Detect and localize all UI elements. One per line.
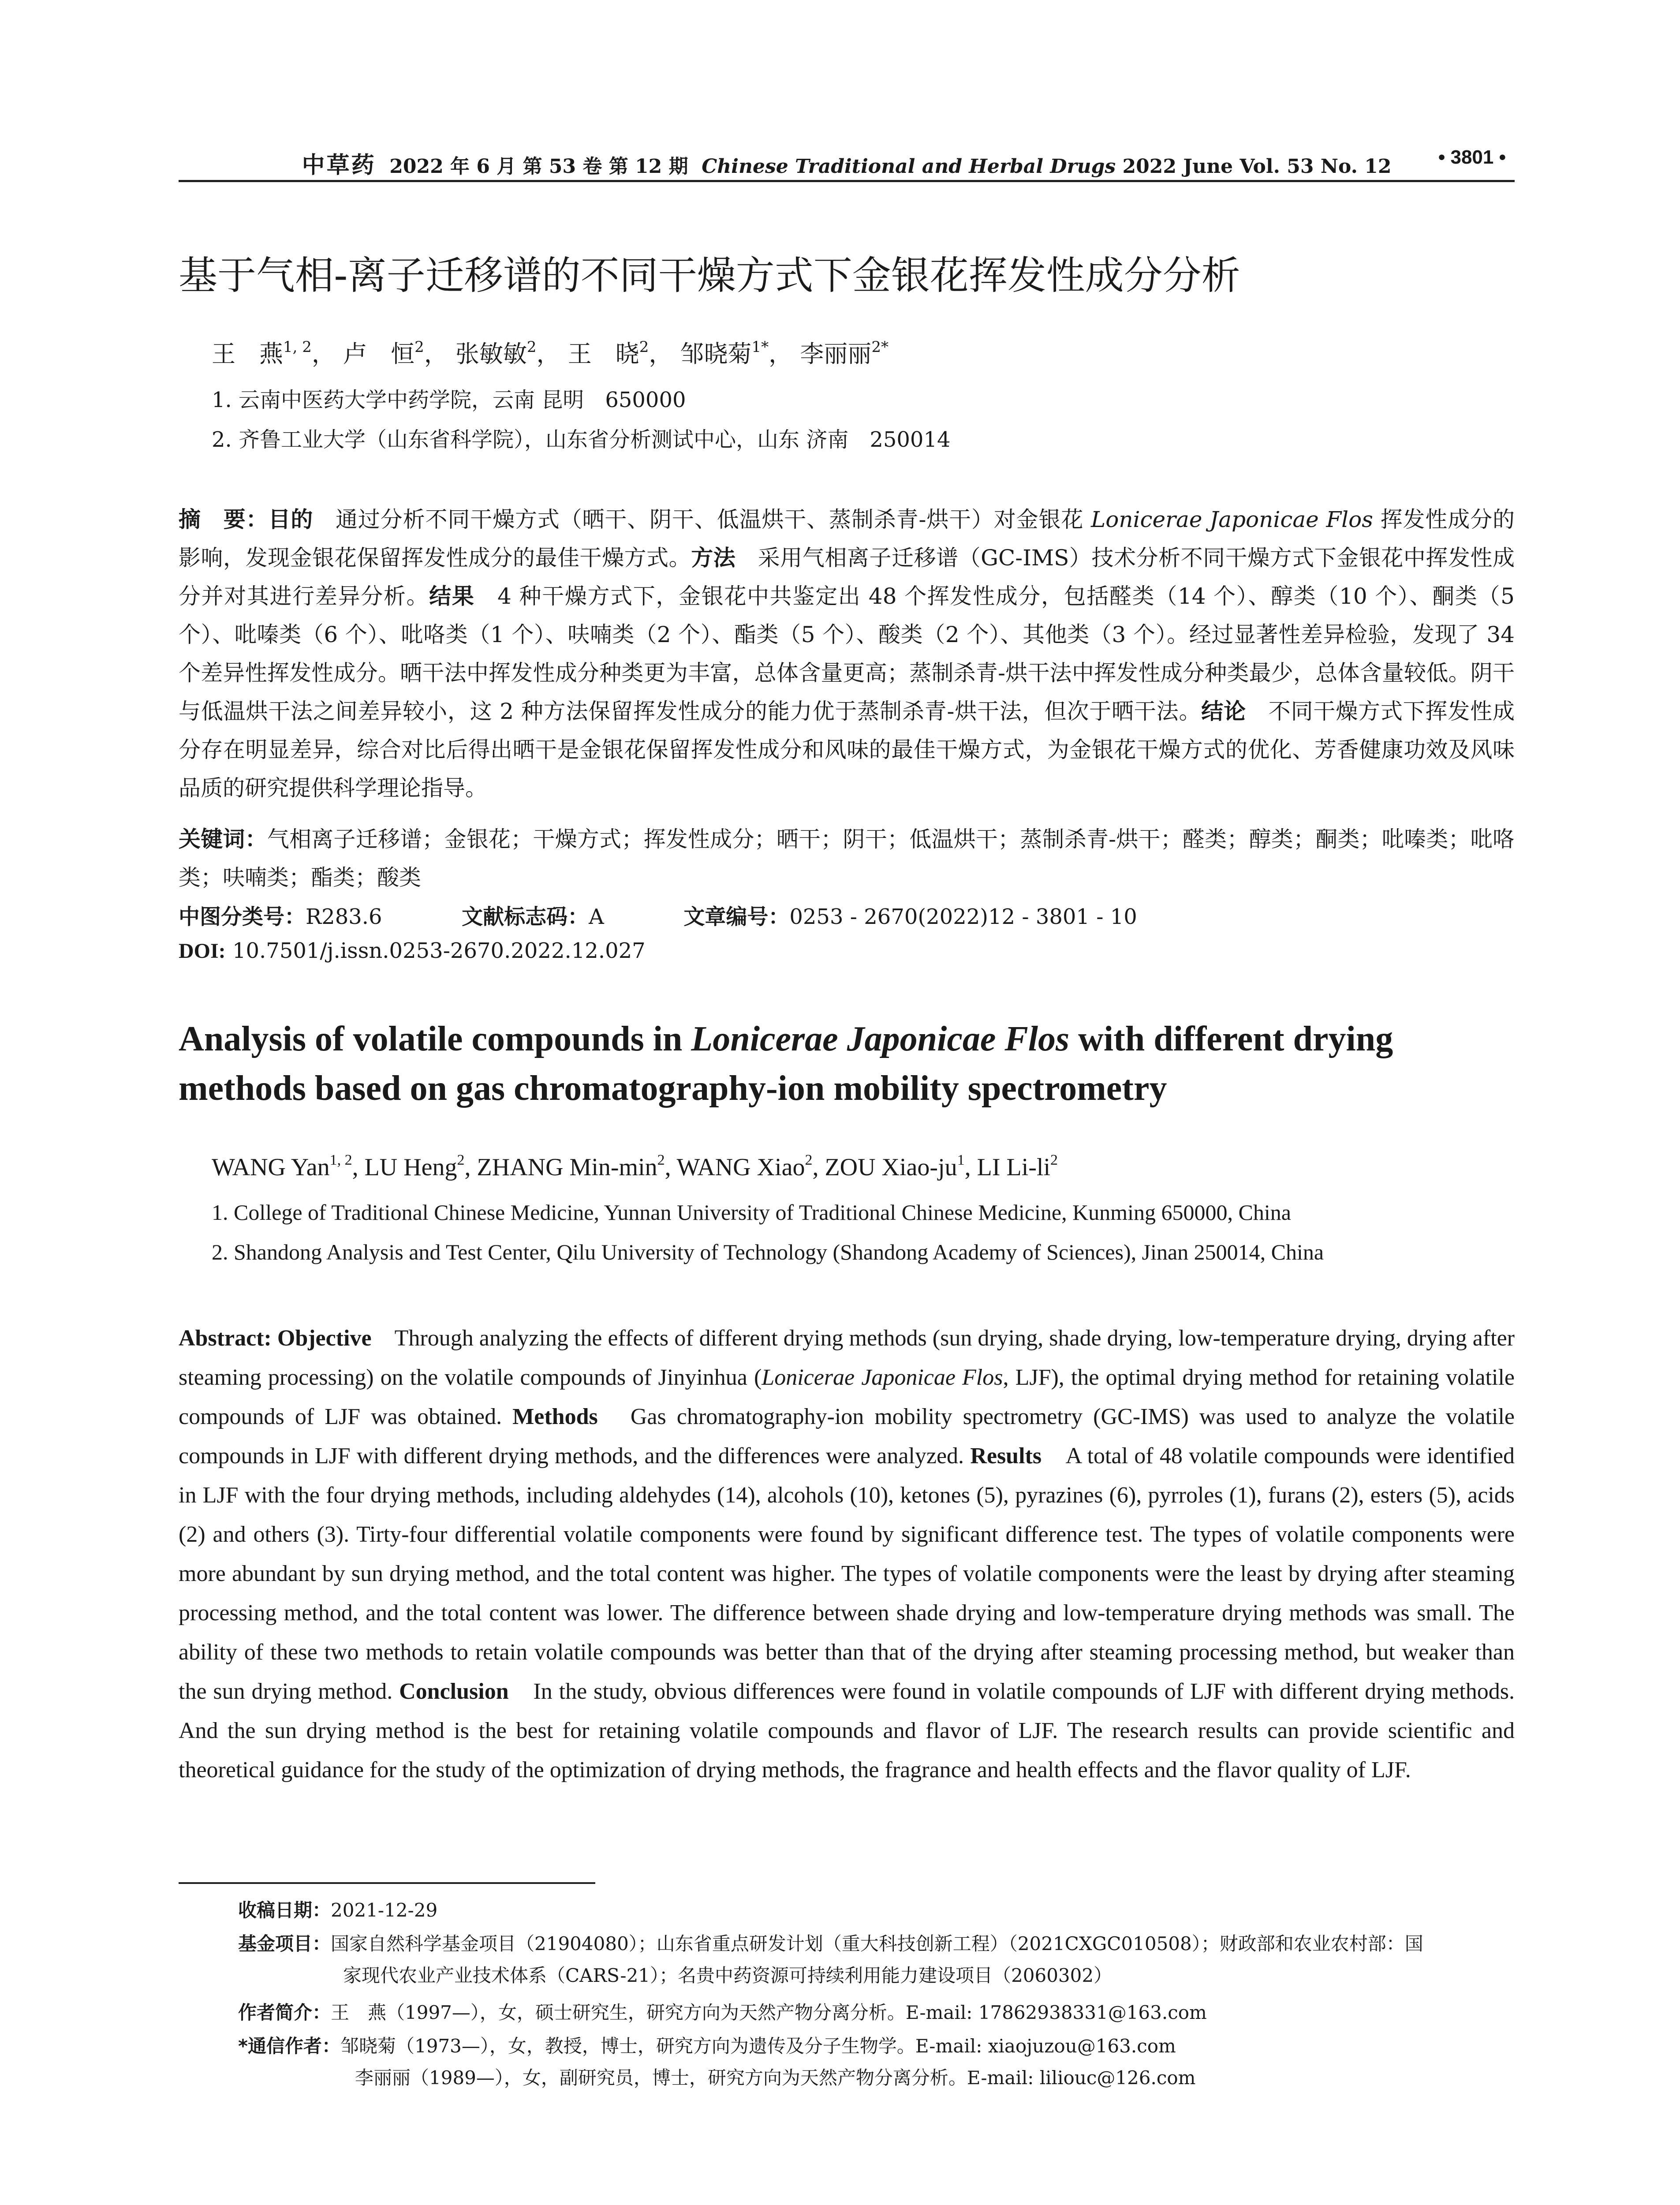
footnote-fund — [238, 1928, 1515, 1992]
author-sup: 2 — [805, 1152, 813, 1169]
objective-en-text: Through analyzing the effects of different drying methods (sun drying, shade drying, low-temperature drying, drying after steaming processing) on the volatile compounds of Jinyinhua ( — [179, 1326, 1515, 1390]
author-sup: 2 — [457, 1152, 465, 1169]
results-label: 结果 — [429, 583, 475, 609]
author-name: 卢 恒 — [343, 340, 415, 368]
objective-text-2: 挥发性成分的影响，发现金银花保留挥发性成分的最佳干燥方式。 — [179, 507, 1515, 571]
methods-en-text: Gas chromatography-ion mobility spectrometry (GC-IMS) was used to analyze the volatile compounds in LJF with different drying methods, and the differences were analyzed. — [179, 1404, 1515, 1469]
footnote-bio — [238, 1997, 1515, 2029]
classification-line — [179, 900, 1137, 930]
author-name: 邹晓菊 — [680, 340, 752, 368]
journal-name-cn: 中草药 — [302, 152, 376, 179]
affiliation-cn-2: 2. 齐鲁工业大学（山东省科学院），山东省分析测试中心，山东 济南 250014 — [212, 427, 951, 452]
abstract-cn — [179, 501, 1515, 807]
affiliation-en-1: 1. College of Traditional Chinese Medicine, Yunnan University of Traditional Chinese Medicine, Kunming 650000, China — [212, 1200, 1291, 1225]
author-sup: 2 — [639, 338, 649, 356]
abstract-en-label: Abstract: Objective — [179, 1326, 372, 1351]
keywords-label: 关键词： — [179, 826, 267, 852]
conclusion-label: 结论 — [1201, 699, 1246, 724]
header-center — [179, 146, 1515, 179]
received-value: 2021-12-29 — [331, 1899, 438, 1921]
footnote-corresponding — [238, 2030, 1515, 2094]
title-en-latin: Lonicerae Japonicae Flos — [691, 1020, 1070, 1058]
corr-label: *通信作者： — [238, 2035, 340, 2057]
authors-en: WANG Yan$^{1, 2}$, LU Heng$^2$, ZHANG Min-$\min^2$, WANG Xiao$^2$, ZOU Xiao-$ju^1$, LI $Li-li^2$ — [212, 1152, 1058, 1181]
author-name: ZOU Xiao-ju — [825, 1154, 957, 1181]
author-sup: 2 — [657, 1152, 665, 1169]
authors-cn: 王 燕$^{1, 2}$， 卢 恒$^2$， 张敏敏$^2$， 王 晓$^2$， 邹晓菊$^{1*}$， 李丽丽$^{2*}$ — [212, 338, 889, 368]
footnote-divider — [179, 1882, 595, 1884]
article-no-label: 文章编号： — [683, 904, 790, 929]
author-sup: 1, 2 — [329, 1152, 352, 1169]
title-en-part-2: with different drying methods based on gas chromatography-ion mobility spectrometry — [179, 1020, 1393, 1108]
author-name: LU Heng — [364, 1154, 457, 1181]
methods-en-label: Methods — [512, 1404, 598, 1429]
clc-value: R283.6 — [306, 904, 382, 929]
bio-text: 王 燕（1997—），女，硕士研究生，研究方向为天然产物分离分析。E-mail: 17862938331@163.com — [331, 2002, 1207, 2023]
journal-name-en: Chinese Traditional and Herbal Drugs — [702, 155, 1116, 178]
author-name: 王 晓 — [567, 340, 639, 368]
author-sup: 1* — [751, 338, 769, 356]
received-label: 收稿日期： — [238, 1899, 331, 1921]
bio-label: 作者简介： — [238, 2002, 331, 2023]
author-sup: 2 — [526, 338, 537, 356]
objective-text: 通过分析不同干燥方式（晒干、阴干、低温烘干、蒸制杀青-烘干）对金银花 — [313, 507, 1091, 532]
corr-text-2: 李丽丽（1989—），女，副研究员，博士，研究方向为天然产物分离分析。E-mail: liliouc@126.com — [355, 2067, 1196, 2089]
running-header — [179, 140, 1515, 182]
title-en-part: Analysis of volatile compounds in — [179, 1020, 691, 1058]
page-number: • 3801 • — [1438, 146, 1506, 168]
author-name: ZHANG Min-min — [477, 1154, 657, 1181]
objective-en-text-2: , LJF), the optimal drying method for retaining volatile compounds of LJF was obtained. — [179, 1365, 1515, 1429]
title-cn: 基于气相-离子迁移谱的不同干燥方式下金银花挥发性成分分析 — [179, 253, 1240, 298]
objective-label: 目的 — [268, 507, 314, 532]
issue-en: 2022 June Vol. 53 No. 12 — [1122, 155, 1392, 178]
doi-label: DOI: — [179, 939, 226, 963]
doi-line — [179, 938, 646, 963]
results-en-text: A total of 48 volatile compounds were identified in LJF with the four drying methods, including aldehydes (14), alcohols (10), ketones (5), pyrazines (6), pyrroles (1), furans (2), esters (5), acids (2) and others (3). Tirty-four differential volatile components were found by significant difference test. The types of volatile components were more abundant by sun drying method, and the total content was higher. The types of volatile components were the least by drying after steaming processing method, and the total content was lower. The difference between shade drying and low-temperature drying methods was small. The ability of these two methods to retain volatile compounds was better than that of the drying after steaming processing method, but weaker than the sun drying method. — [179, 1443, 1515, 1704]
author-sup: 2* — [871, 338, 889, 356]
author-sup: 2 — [1050, 1152, 1058, 1169]
author-name: 张敏敏 — [455, 340, 527, 368]
fund-text: 国家自然科学基金项目（21904080）；山东省重点研发计划（重大科技创新工程）（2021CXGC010508）；财政部和农业农村部：国 — [331, 1933, 1423, 1955]
fund-label: 基金项目： — [238, 1933, 331, 1955]
author-name: 李丽丽 — [800, 340, 872, 368]
doc-code-value: A — [589, 904, 604, 929]
abstract-en — [179, 1319, 1515, 1790]
latin-name-en: Lonicerae Japonicae Flos — [762, 1365, 1003, 1390]
corr-text-1: 邹晓菊（1973—），女，教授，博士，研究方向为遗传及分子生物学。E-mail: xiaojuzou@163.com — [340, 2035, 1176, 2057]
author-sup: 1 — [957, 1152, 965, 1169]
methods-label: 方法 — [691, 545, 736, 571]
results-en-label: Results — [970, 1443, 1042, 1469]
footnote-received — [238, 1895, 1515, 1926]
doi-value: 10.7501/j.issn.0253-2670.2022.12.027 — [232, 938, 646, 963]
results-text: 4 种干燥方式下，金银花中共鉴定出 48 个挥发性成分，包括醛类（14 个）、醇类（10 个）、酮类（5 个）、吡嗪类（6 个）、吡咯类（1 个）、呋喃类（2 个）、酯类（5 个）、酸类（2 个）、其他类（3 个）。经过显著性差异检验，发现了 34 个差异性挥发性成分。晒干法中挥发性成分种类更为丰富，总体含量更高；蒸制杀青-烘干法中挥发性成分种类最少，总体含量较低。阴干与低温烘干法之间差异较小，这 2 种方法保留挥发性成分的能力优于蒸制杀青-烘干法，但次于晒干法。 — [179, 583, 1515, 724]
article-no-value: 0253 - 2670(2022)12 - 3801 - 10 — [789, 904, 1137, 929]
methods-text: 采用气相离子迁移谱（GC-IMS）技术分析不同干燥方式下金银花中挥发性成分并对其进行差异分析。 — [179, 545, 1515, 609]
conclusion-en-label: Conclusion — [399, 1679, 509, 1704]
keywords-cn — [179, 820, 1515, 897]
conclusion-en-text: In the study, obvious differences were found in volatile compounds of LJF with different drying methods. And the sun drying method is the best for retaining volatile compounds and flavor of LJF. The research results can provide scientific and theoretical guidance for the study of the optimization of drying methods, the fragrance and health effects and the flavor quality of LJF. — [179, 1679, 1515, 1783]
author-name: LI Li-li — [977, 1154, 1051, 1181]
author-sup: 1, 2 — [283, 338, 312, 356]
affiliation-cn-1: 1. 云南中医药大学中药学院，云南 昆明 650000 — [212, 388, 686, 412]
author-name: WANG Xiao — [676, 1154, 805, 1181]
conclusion-text: 不同干燥方式下挥发性成分存在明显差异，综合对比后得出晒干是金银花保留挥发性成分和风味的最佳干燥方式，为金银花干燥方式的优化、芳香健康功效及风味品质的研究提供科学理论指导。 — [179, 699, 1515, 801]
affiliation-en-2: 2. Shandong Analysis and Test Center, Qilu University of Technology (Shandong Academy of Sciences), Jinan 250014, China — [212, 1240, 1324, 1264]
doc-code-label: 文献标志码： — [462, 904, 589, 929]
latin-name: Lonicerae Japonicae Flos — [1091, 507, 1373, 532]
title-en — [179, 1014, 1515, 1113]
keywords-text: 气相离子迁移谱；金银花；干燥方式；挥发性成分；晒干；阴干；低温烘干；蒸制杀青-烘干；醛类；醇类；酮类；吡嗪类；吡咯类；呋喃类；酯类；酸类 — [179, 826, 1515, 890]
fund-text-cont: 家现代农业产业技术体系（CARS-21）；名贵中药资源可持续利用能力建设项目（2060302） — [343, 1965, 1113, 1986]
author-name: WANG Yan — [212, 1154, 330, 1181]
author-name: 王 燕 — [212, 340, 283, 368]
abstract-label: 摘 要： — [179, 507, 269, 532]
issue-cn: 2022 年 6 月 第 53 卷 第 12 期 — [389, 155, 688, 178]
author-sup: 2 — [414, 338, 424, 356]
clc-label: 中图分类号： — [179, 904, 306, 929]
